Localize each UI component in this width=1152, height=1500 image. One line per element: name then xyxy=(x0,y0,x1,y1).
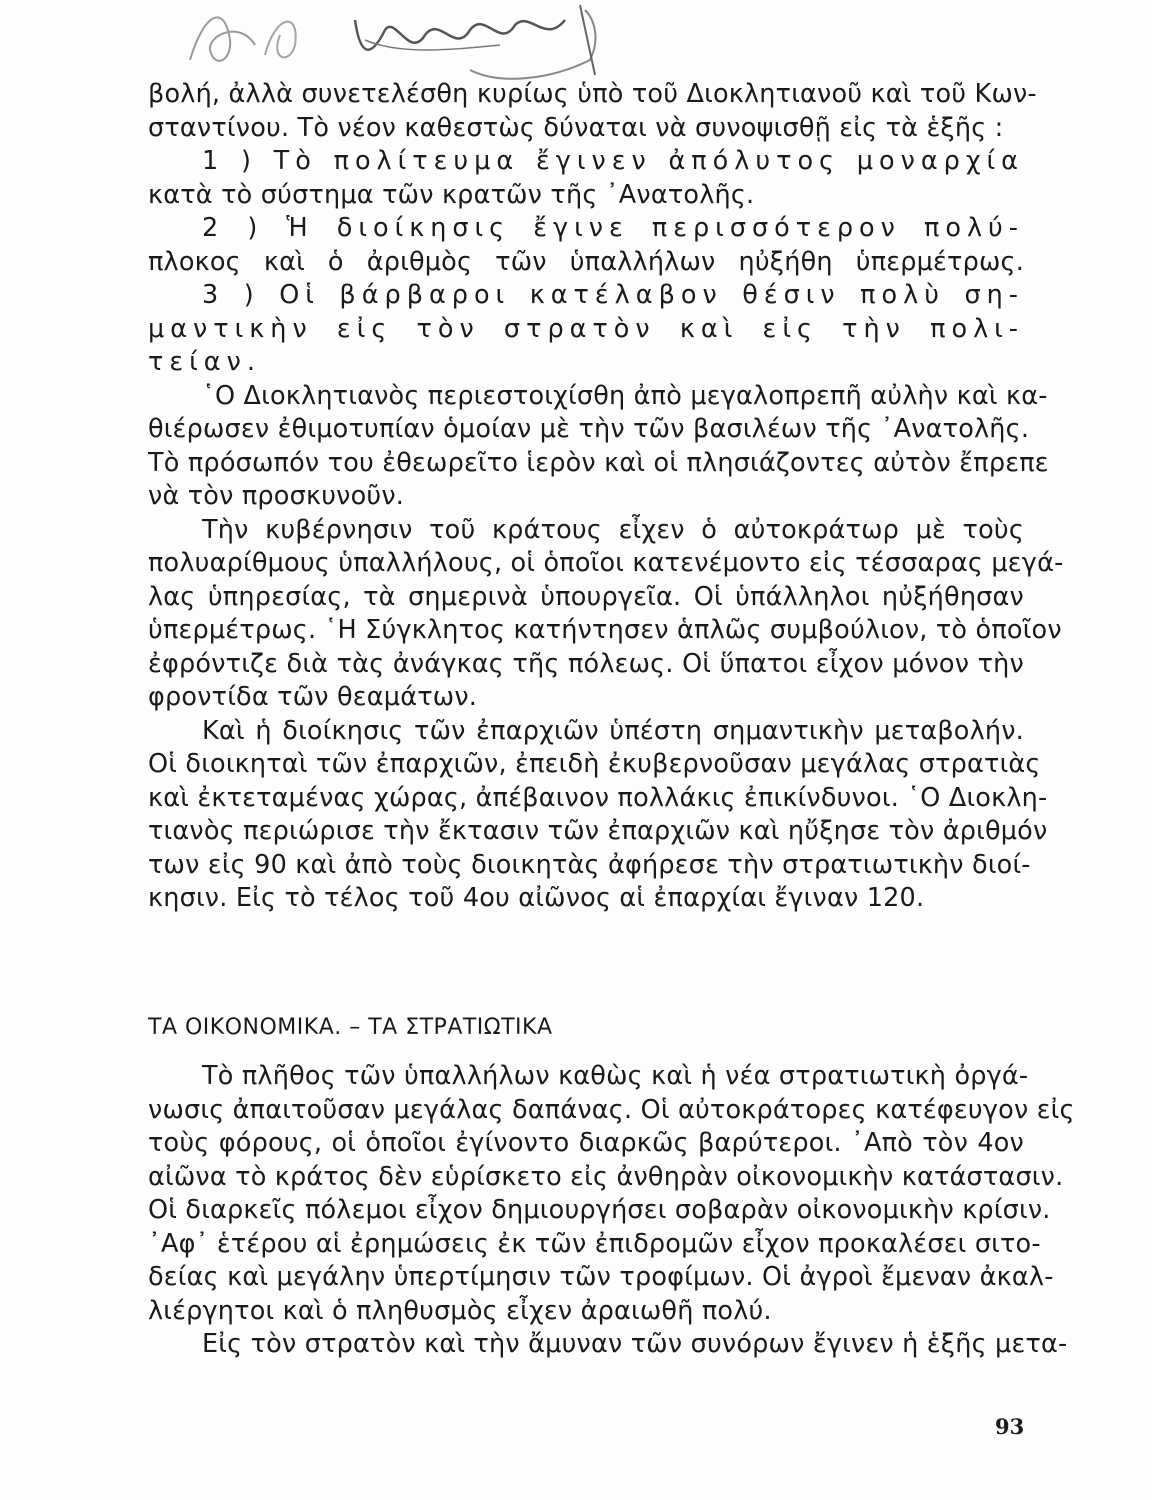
text-line: Εἰς τὸν στρατὸν καὶ τὴν ἄμυναν τῶν συνόρων ἔγινεν ἡ ἑξῆς μετα- xyxy=(202,1329,1068,1359)
text-line: 1 ) Τὸ πολίτευμα ἔγινεν ἀπόλυτος μοναρχία xyxy=(202,146,1024,176)
section-heading: ΤΑ ΟΙΚΟΝΟΜΙΚΑ. – ΤΑ ΣΤΡΑΤΙΩΤΙΚΑ xyxy=(148,1015,553,1040)
text-line: τιανὸς περιώρισε τὴν ἔκτασιν τῶν ἐπαρχιῶν καὶ ηὔξησε τὸν ἀριθμόν xyxy=(148,816,1048,846)
text-line: ᾿Αφ᾿ ἑτέρου αἱ ἐρημώσεις ἐκ τῶν ἐπιδρομῶν εἶχον προκαλέσει σιτο- xyxy=(148,1228,1041,1259)
text-line: πλοκος καὶ ὁ ἀριθμὸς τῶν ὑπαλλήλων ηὐξήθη ὑπερμέτρως. xyxy=(148,246,1024,277)
text-line: νὰ τὸν προσκυνοῦν. xyxy=(148,481,405,511)
text-line: δείας καὶ μεγάλην ὑπερτίμησιν τῶν τροφίμων. Οἱ ἀγροὶ ἔμεναν ἀκαλ- xyxy=(148,1262,1054,1292)
text-line: σταντίνου. Τὸ νέον καθεστὼς δύναται νὰ συνοψισθῇ εἰς τὰ ἑξῆς : xyxy=(148,112,1004,143)
text-line: νωσις ἀπαιτοῦσαν μεγάλας δαπάνας. Οἱ αὐτοκράτορες κατέφευγον εἰς xyxy=(148,1094,1075,1125)
text-line: Καὶ ἡ διοίκησις τῶν ἐπαρχιῶν ὑπέστη σημαντικὴν μεταβολήν. xyxy=(202,715,1024,746)
text-line: Τὸ πλῆθος τῶν ὑπαλλήλων καθὼς καὶ ἡ νέα στρατιωτικὴ ὀργά- xyxy=(202,1061,1029,1091)
text-line: Οἱ διοικηταὶ τῶν ἐπαρχιῶν, ἐπειδὴ ἐκυβερνοῦσαν μεγάλας στρατιὰς xyxy=(148,749,1041,779)
text-line: Τὸ πρόσωπόν του ἐθεωρεῖτο ἱερὸν καὶ οἱ πλησιάζοντες αὐτὸν ἔπρεπε xyxy=(148,447,1049,478)
text-line: Οἱ διαρκεῖς πόλεμοι εἶχον δημιουργήσει σοβαρὰν οἰκονομικὴν κρίσιν. xyxy=(148,1195,1051,1225)
text-line: 3 ) Οἱ βάρβαροι κατέλαβον θέσιν πολὺ ση- xyxy=(202,280,1024,310)
text-line: φροντίδα τῶν θεαμάτων. xyxy=(148,682,478,712)
text-line: των εἰς 90 καὶ ἀπὸ τοὺς διοικητὰς ἀφήρεσε τὴν στρατιωτικὴν διοί- xyxy=(148,849,1031,880)
text-line: 2 ) Ἡ διοίκησις ἔγινε περισσότερον πολύ- xyxy=(202,213,1024,243)
text-line: τείαν. xyxy=(148,347,261,377)
text-line: λιέργητοι καὶ ὁ πληθυσμὸς εἶχεν ἀραιωθῆ πολύ. xyxy=(148,1295,772,1326)
text-line: κησιν. Εἰς τὸ τέλος τοῦ 4ου αἰῶνος αἱ ἐπαρχίαι ἔγιναν 120. xyxy=(148,883,925,913)
text-line: τοὺς φόρους, οἱ ὁποῖοι ἐγίνοντο διαρκῶς βαρύτεροι. ᾿Απὸ τὸν 4ον xyxy=(148,1128,1024,1158)
text-line: ῾Ο Διοκλητιανὸς περιεστοιχίσθη ἀπὸ μεγαλοπρεπῆ αὐλὴν καὶ κα- xyxy=(202,380,1048,411)
text-line: βολή, ἀλλὰ συνετελέσθη κυρίως ὑπὸ τοῦ Διοκλητιανοῦ καὶ τοῦ Κων- xyxy=(148,79,1037,109)
text-line: θιέρωσεν ἐθιμοτυπίαν ὁμοίαν μὲ τὴν τῶν βασιλέων τῆς ᾿Ανατολῆς. xyxy=(148,414,1030,444)
text-line: πολυαρίθμους ὑπαλλήλους, οἱ ὁποῖοι κατενέμοντο εἰς τέσσαρας μεγά- xyxy=(148,548,1064,578)
body-text-bottom xyxy=(148,1060,1075,1362)
text-line: καὶ ἐκτεταμένας χώρας, ἀπέβαινον πολλάκις ἐπικίνδυνοι. ῾Ο Διοκλη- xyxy=(148,782,1048,813)
text-line: κατὰ τὸ σύστημα τῶν κρατῶν τῆς ᾿Ανατολῆς. xyxy=(148,179,755,210)
page-number: 93 xyxy=(995,1414,1025,1439)
body-text-top xyxy=(148,78,1064,916)
text-line: ἐφρόντιζε διὰ τὰς ἀνάγκας τῆς πόλεως. Οἱ ὕπατοι εἶχον μόνον τὴν xyxy=(148,648,1024,679)
text-line: μαντικὴν εἰς τὸν στρατὸν καὶ εἰς τὴν πολι- xyxy=(148,313,1024,344)
text-line: ὑπερμέτρως. ῾Η Σύγκλητος κατήντησεν ἁπλῶς συμβούλιον, τὸ ὁποῖον xyxy=(148,615,1062,645)
text-line: αἰῶνα τὸ κράτος δὲν εὑρίσκετο εἰς ἀνθηρὰν οἰκονομικὴν κατάστασιν. xyxy=(148,1161,1064,1192)
text-line: λας ὑπηρεσίας, τὰ σημερινὰ ὑπουργεῖα. Οἱ ὑπάλληλοι ηὐξήθησαν xyxy=(148,581,1024,612)
text-line: Τὴν κυβέρνησιν τοῦ κράτους εἶχεν ὁ αὐτοκράτωρ μὲ τοὺς xyxy=(202,514,1024,545)
